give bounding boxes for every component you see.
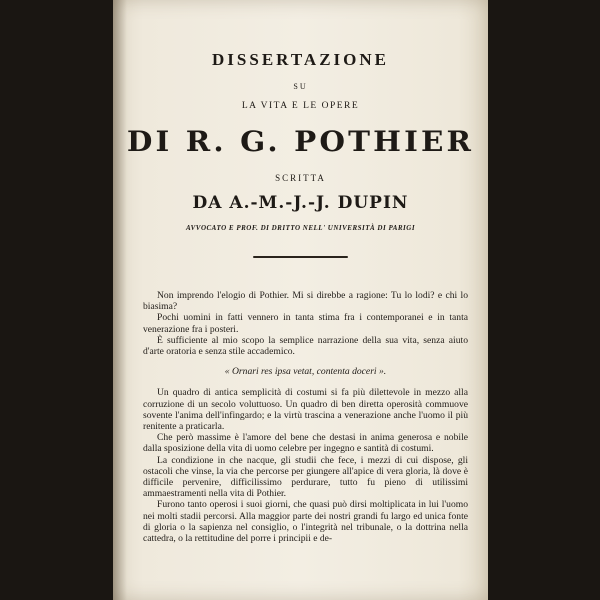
title-pothier: DI R. G. POTHIER: [126, 125, 475, 158]
paragraph-3: È sufficiente al mio scopo la semplice narrazione della sua vita, senza aiuto d'arte oratoria e senza stile accademico.: [143, 334, 468, 358]
paragraph-4: Un quadro di antica semplicità di costumi si fa più dilettevole in mezzo alla corruzione di un secolo voluttuoso. Un quadro di ben diretta operosità commuove sovente l'anima dell'infingardo; e la virtù trascina a venerazione anche l'uomo il più renitente a praticarla.: [143, 387, 468, 433]
title-divider-rule: [253, 256, 348, 258]
paragraph-6: La condizione in che nacque, gli studii che fece, i mezzi di cui dispose, gli ostacoli che vinse, la via che percorse per giungere all'apice di vera gloria, là dove è difficile pervenire, difficilissimo perdurare, tutto fu pieno di utilissimi ammaestramenti nella vita di Pothier.: [143, 454, 468, 500]
label-scritta: SCRITTA: [275, 173, 326, 183]
paragraph-2: Pochi uomini in fatti vennero in tanta stima fra i contemporanei e in tanta venerazione fra i posteri.: [143, 312, 468, 335]
subtitle-su: SU: [293, 82, 308, 91]
subtitle-vita-opere: LA VITA E LE OPERE: [241, 101, 360, 111]
paragraph-1: Non imprendo l'elogio di Pothier. Mi si direbbe a ragione: Tu lo lodi? e chi lo biasima?: [143, 290, 468, 313]
author-name: DA A.-M.-J.-J. DUPIN: [192, 193, 409, 213]
title-dissertazione: DISSERTAZIONE: [212, 50, 389, 69]
latin-quote: « Ornari res ipsa vetat, contenta doceri ».: [224, 366, 387, 378]
book-page: [113, 0, 488, 600]
paragraph-7: Furono tanto operosi i suoi giorni, che quasi può dirsi moltiplicata in lui l'uomo nei molti stadii percorsi. Alla maggior parte dei nostri grandi fu largo ed unica fonte di gloria o la sapienza nel consiglio, o l'integrità nel tribunale, o la dottrina nella cattedra, o la rettitudine del porre i principii e de-: [143, 499, 468, 545]
paragraph-5: Che però massime è l'amore del bene che destasi in anima generosa e nobile dalla sposizione della vita di uomo celebre per ingegno e santità di costumi.: [143, 432, 468, 455]
author-description: AVVOCATO E PROF. DI DRITTO NELL' UNIVERSITÀ DI PARIGI: [185, 224, 416, 232]
body-text: [143, 290, 468, 544]
